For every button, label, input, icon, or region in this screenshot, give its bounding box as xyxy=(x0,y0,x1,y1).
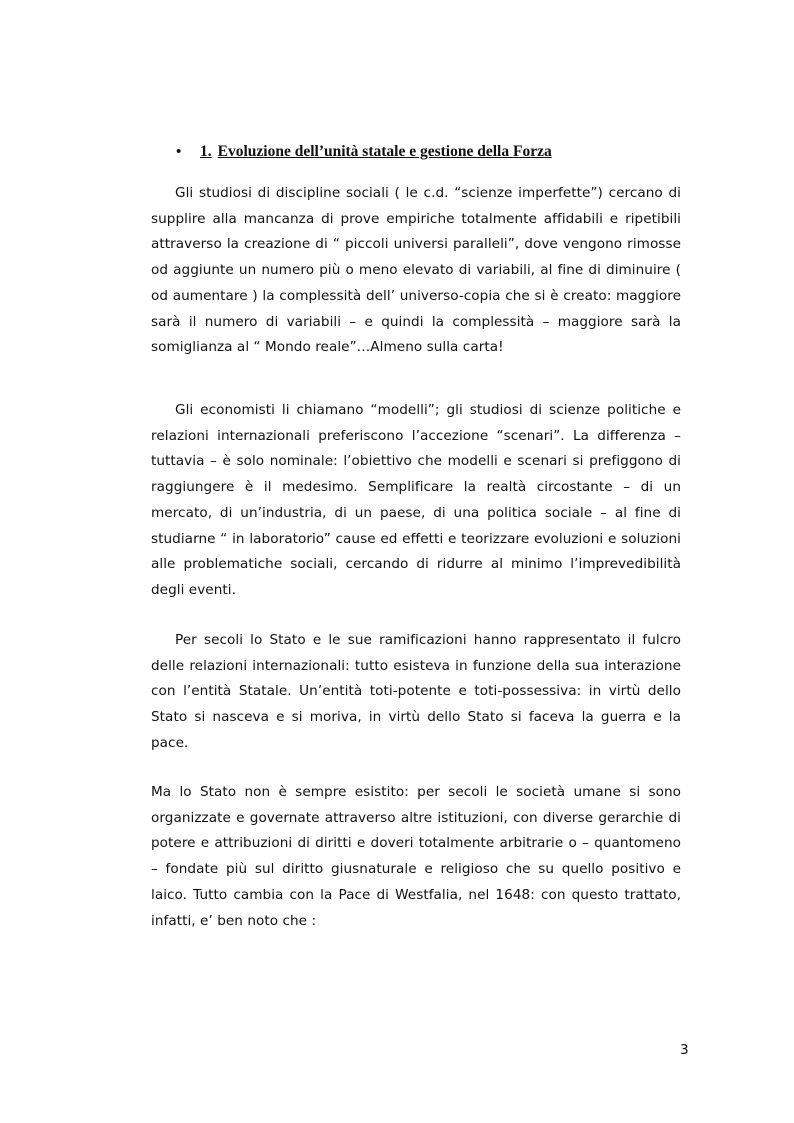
section-number: 1. xyxy=(200,143,212,160)
paragraph-2: Gli economisti li chiamano “modelli”; gli studiosi di scienze politiche e relazioni internazionali preferiscono l’accezione “scenari”. La differenza – tuttavia – è solo nominale: l’obiettivo che modelli e scenari si prefiggono di raggiungere è il medesimo. Semplificare la realtà circostante – di un mercato, di un’industria, di un paese, di una politica sociale – al fine di studiarne “ in laboratorio” cause ed effetti e teorizzare evoluzioni e soluzioni alle problematiche sociali, cercando di ridurre al minimo l’imprevedibilità degli eventi. xyxy=(151,402,681,598)
section-heading xyxy=(176,141,676,163)
page-number: 3 xyxy=(680,1042,689,1058)
paragraph-3: Per secoli lo Stato e le sue ramificazioni hanno rappresentato il fulcro delle relazioni internazionali: tutto esisteva in funzione della sua interazione con l’entità Statale. Un’entità toti-potente e toti-possessiva: in virtù dello Stato si nasceva e si moriva, in virtù dello Stato si faceva la guerra e la pace. xyxy=(151,632,681,751)
paragraph-4: Ma lo Stato non è sempre esistito: per secoli le società umane si sono organizzate e governate attraverso altre istituzioni, con diverse gerarchie di potere e attribuzioni di diritti e doveri totalmente arbitrarie o – quantomeno – fondate più sul diritto giusnaturale e religioso che su quello positivo e laico. Tutto cambia con la Pace di Westfalia, nel 1648: con questo trattato, infatti, e’ ben noto che : xyxy=(151,784,681,929)
bullet-icon: • xyxy=(176,144,182,160)
paragraph-1: Gli studiosi di discipline sociali ( le c.d. “scienze imperfette”) cercano di supplire alla mancanza di prove empiriche totalmente affidabili e ripetibili attraverso la creazione di “ piccoli universi paralleli”, dove vengono rimosse od aggiunte un numero più o meno elevato di variabili, al fine di diminuire ( od aumentare ) la complessità dell’ universo-copia che si è creato: maggiore sarà il numero di variabili – e quindi la complessità – maggiore sarà la somiglianza al “ Mondo reale”…Almeno sulla carta! xyxy=(151,185,681,356)
section-title: Evoluzione dell’unità statale e gestione della Forza xyxy=(217,143,552,160)
